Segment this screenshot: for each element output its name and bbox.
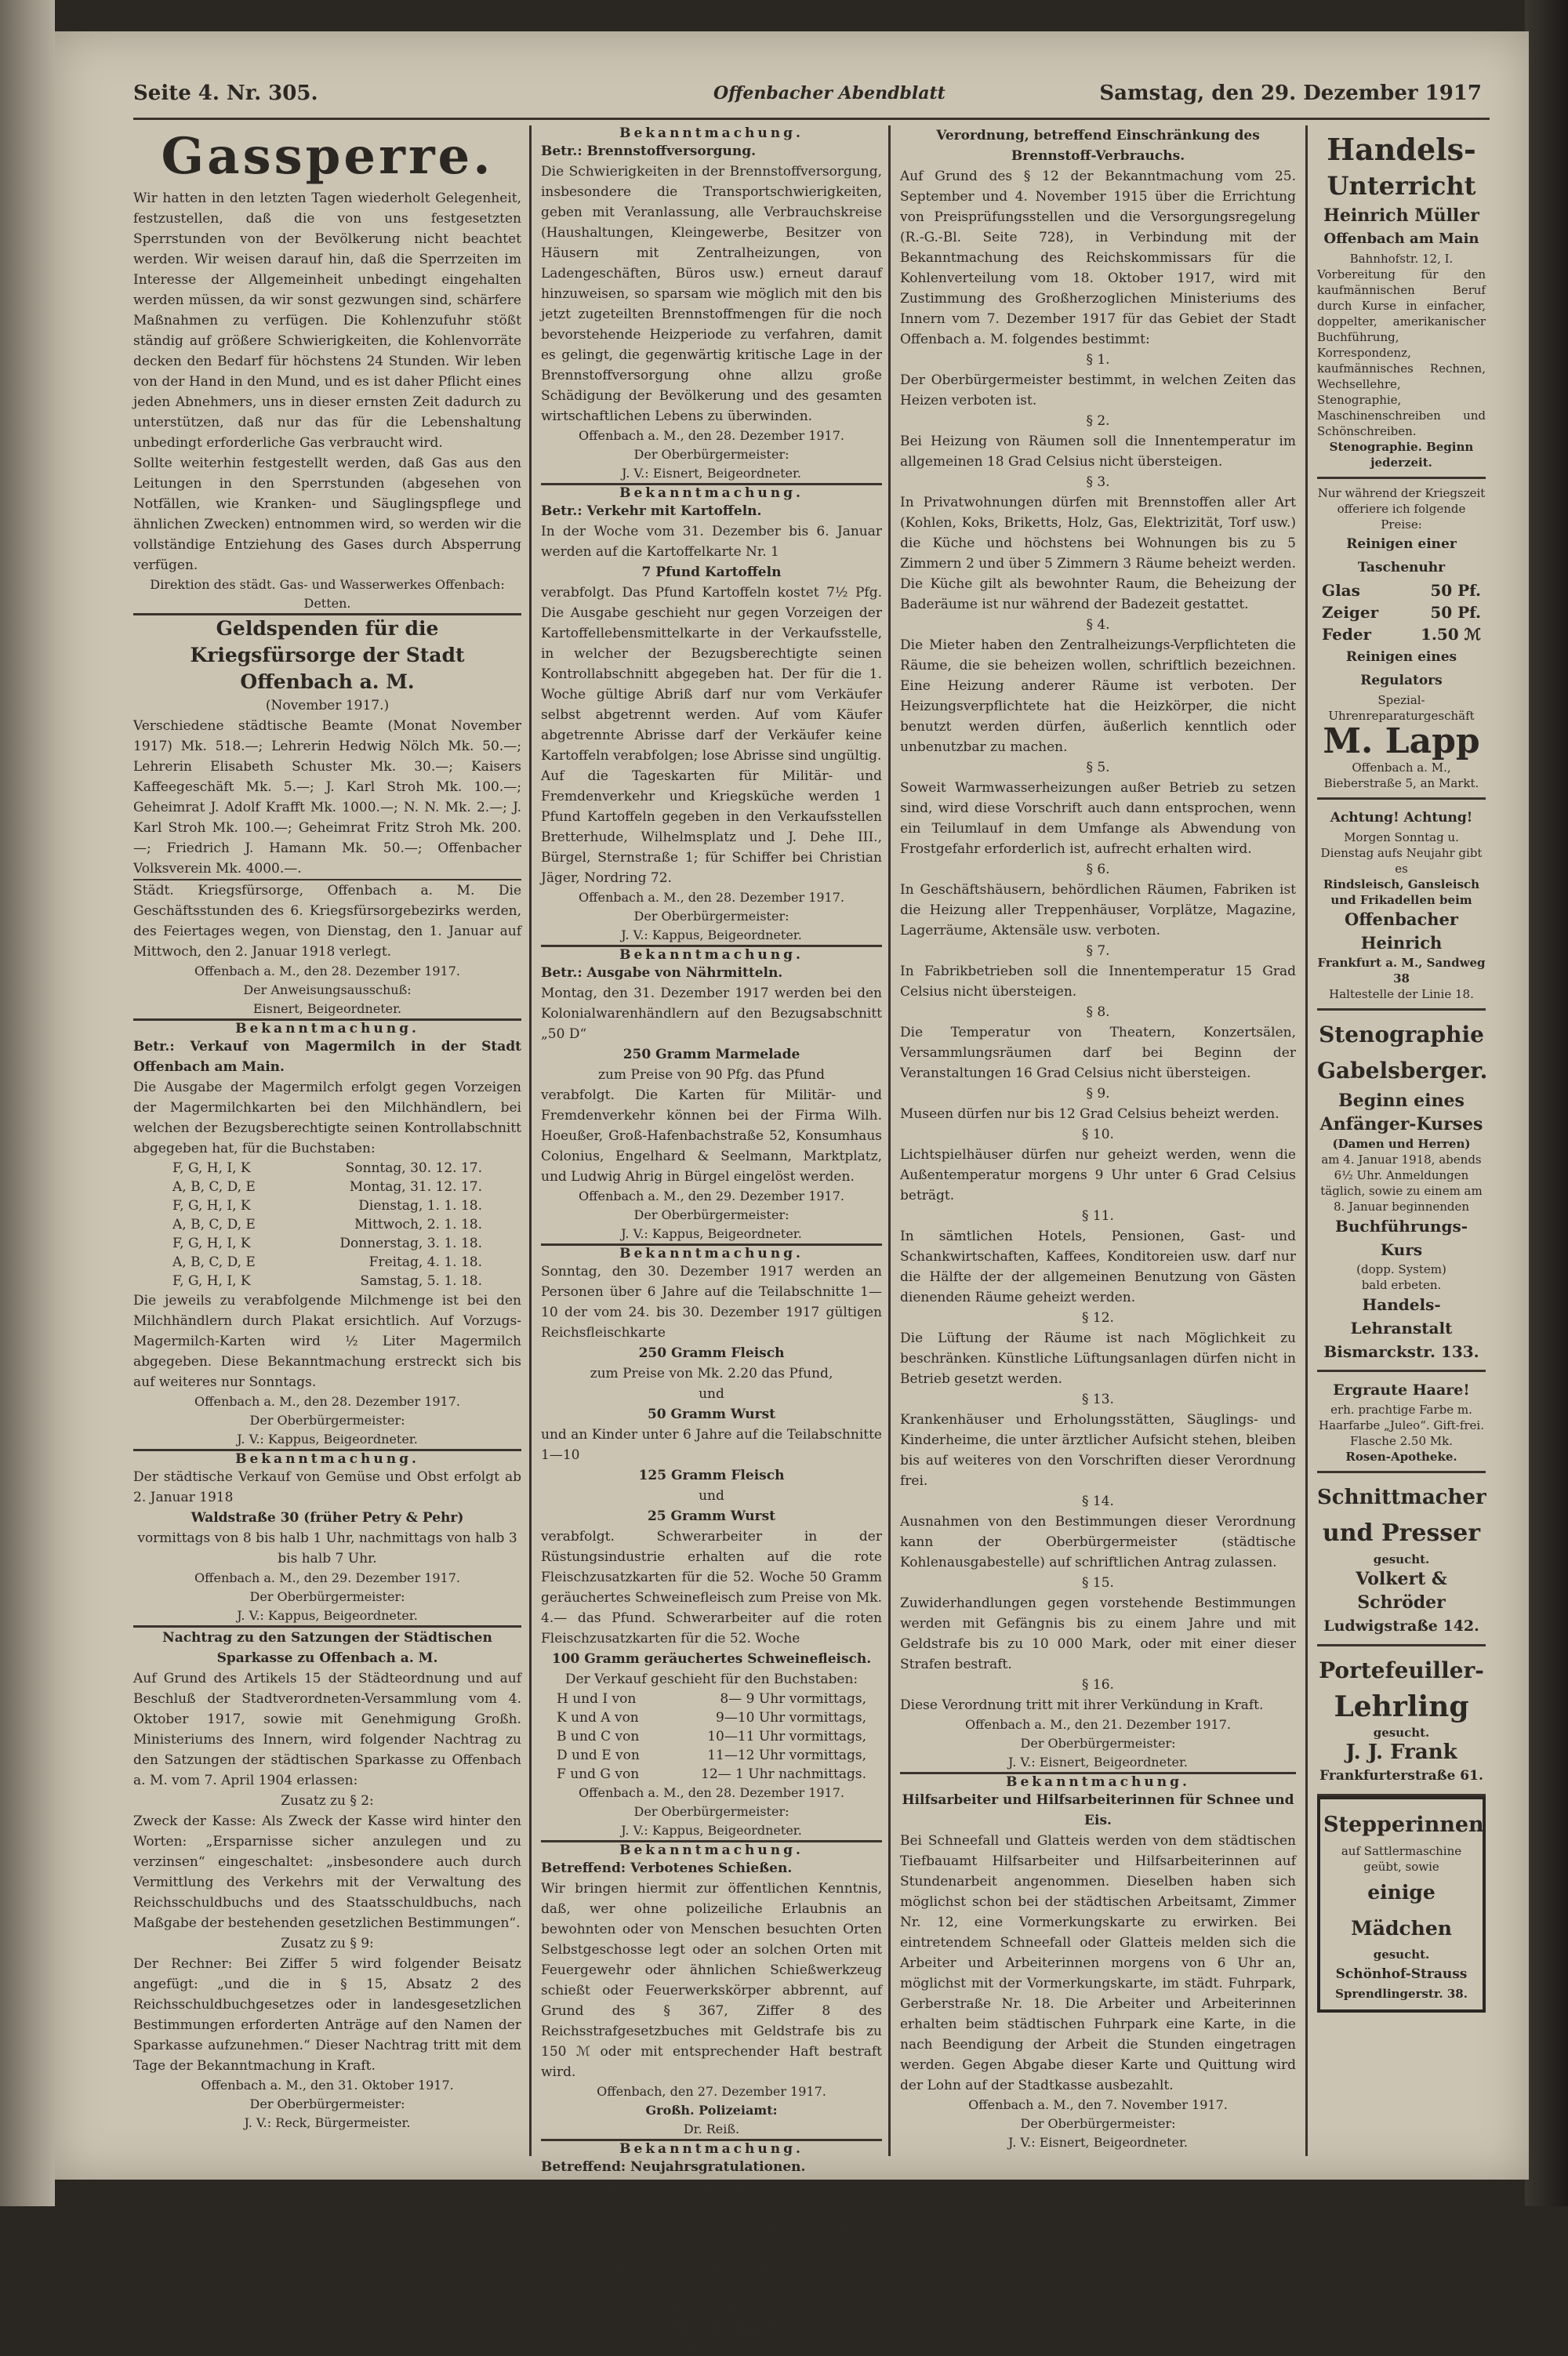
ul-spezial: Spezial-Uhrenreparaturgeschäft xyxy=(1328,693,1475,723)
mm-letters: A, B, C, D, E xyxy=(172,1254,256,1270)
vo-para-number: § 2. xyxy=(1086,413,1110,429)
na-amount: 250 Gramm Marmelade xyxy=(622,1047,800,1062)
vo-para-text: Die Lüftung der Räume ist nach Möglichkeit zu beschränken. Künstliche Lüftungsanlagen dürfen nicht in Betrieb gesetzt werden. xyxy=(900,1330,1296,1387)
sch-sig1: Großh. Polizeiamt: xyxy=(645,2103,778,2118)
vo-para-number: § 8. xyxy=(1086,1004,1110,1020)
vo-para-text: Die Temperatur von Theatern, Konzertsälen, Versammlungsräumen darf bei Beginn der Veranstaltungen 16 Grad Celsius nicht übersteigen. xyxy=(900,1025,1296,1081)
kf-date: Offenbach a. M., den 28. Dezember 1917. xyxy=(194,964,460,978)
fl-a1p: zum Preise von Mk. 2.20 das Pfund, xyxy=(590,1366,833,1381)
kf-body: Städt. Kriegsfürsorge, Offenbach a. M. Die Geschäftsstunden des 6. Kriegsfürsorgebezirks werden, des Feiertages wegen, von Dienstag, den 1. Januar auf Mittwoch, den 2. Januar 1918 verlegt. xyxy=(133,883,521,960)
pf-g: gesucht. xyxy=(1373,1726,1430,1740)
column-3 xyxy=(900,125,1296,2156)
fl-sig2: J. V.: Kappus, Beigeordneter. xyxy=(621,1823,802,1838)
sp-zusatz2: Zusatz zu § 9: xyxy=(281,1936,374,1951)
hu-addr: Bahnhofstr. 12, I. xyxy=(1349,252,1454,266)
ul-intro: Nur während der Kriegszeit offeriere ich folgende Preise: xyxy=(1317,486,1486,532)
na-price: zum Preise von 90 Pfg. das Pfund xyxy=(598,1067,825,1083)
vo-date: Offenbach a. M., den 21. Dezember 1917. xyxy=(965,1717,1231,1732)
ul-r2: Reinigen eines Regulators xyxy=(1345,649,1457,688)
mm-body-2: Die jeweils zu verabfolgende Milchmenge ist bei den Milchhändlern durch Plakat ersichtlich. Auf Vorzugs-Magermilch-Karten wird ½ Liter Magermilch abgegeben. Diese Bekanntmachung erstreckt sich bis auf weiteres nur Sonntags. xyxy=(133,1293,521,1390)
hu-body: Vorbereitung für den kaufmännischen Beruf durch Kurse in einfacher, doppelter, amerikanischer Buchführung, Korrespondenz, kaufmännisches Rechnen, Wechsellehre, Stenographie, Maschinenschreiben und Schönschreiben. xyxy=(1317,267,1486,438)
st-title-2: Gabelsberger. xyxy=(1317,1058,1488,1084)
fl-body-2: und an Kinder unter 6 Jahre auf die Teilabschnitte 1—10 xyxy=(541,1427,882,1463)
sm-firm: Volkert & Schröder xyxy=(1356,1569,1447,1613)
ge-date: Offenbach a. M., den 29. Dezember 1917. xyxy=(194,1570,460,1585)
st-title-1: Stenographie xyxy=(1319,1022,1484,1047)
ad-portefeuiller xyxy=(1317,1646,1486,1796)
gas-signer: Detten. xyxy=(303,596,351,611)
st-b3: (Damen und Herren) xyxy=(1332,1137,1471,1151)
bs-heading: Bekanntmachung. xyxy=(619,125,804,141)
ul-name: M. Lapp xyxy=(1323,721,1480,761)
ka-body: In der Woche vom 31. Dezember bis 6. Januar werden auf die Kartoffelkarte Nr. 1 xyxy=(541,524,882,560)
mm-letters: F, G, H, I, K xyxy=(172,1160,251,1176)
hu-name: Heinrich Müller xyxy=(1323,205,1479,226)
mm-sig2: J. V.: Kappus, Beigeordneter. xyxy=(237,1432,418,1447)
column-rule-1 xyxy=(529,125,532,2156)
column-1 xyxy=(133,125,521,2156)
bs-sig1: Der Oberbürgermeister: xyxy=(633,447,789,462)
mm-schedule xyxy=(133,1159,521,1291)
bs-body: Die Schwierigkeiten in der Brennstoffversorgung, insbesondere die Transportschwierigkeiten, geben mit Veranlassung, alle Verbrauchskreise (Haushaltungen, Kleingewerbe, Besitzer von Häusern mit Zentralheizungen, von Ladengeschäften, Büros usw.) erneut darauf hinzuweisen, so sparsam wie möglich mit den bis jetzt zugeteilten Brennstoffmengen für die noch bevorstehende Heizperiode zu verfahren, damit es gelingt, die gegenwärtig kritische Lage in der Brennstoffversorgung ohne allzu große Schädigung der Bevölkerung und des gesamten wirtschaftlichen Lebens zu überwinden. xyxy=(541,164,882,424)
sm-addr: Ludwigstraße 142. xyxy=(1323,1617,1479,1635)
vo-paragraphs xyxy=(900,350,1296,1715)
sm-t2: und Presser xyxy=(1322,1519,1481,1547)
na-sig1: Der Oberbürgermeister: xyxy=(633,1207,789,1222)
vo-para-number: § 6. xyxy=(1086,862,1110,877)
sp-zusatz1: Zusatz zu § 2: xyxy=(281,1793,374,1809)
vo-para-number: § 1. xyxy=(1086,352,1110,368)
ul-item: Zeiger xyxy=(1322,603,1379,622)
fl-schedule-row xyxy=(541,1746,882,1765)
ad-uhren-lapp xyxy=(1317,479,1486,800)
sm-t1: Schnittmacher xyxy=(1317,1486,1486,1509)
pf-t1: Portefeuiller- xyxy=(1319,1657,1484,1683)
mm-schedule-row xyxy=(133,1234,521,1253)
sp-body: auf Sattlermaschine geübt, sowie xyxy=(1341,1844,1462,1874)
vo-para-text: Die Mieter haben den Zentralheizungs-Verpflichteten die Räume, die sie beheizen wollen, schriftlich bezeichnen. Eine Heizung anderer Räume ist verboten. Der Heizungsverpflichtete hat die Heizkörper, die nicht benutzt werden dürfen, äußerlich kenntlich oder unbenutzbar zu machen. xyxy=(900,637,1296,755)
na-heading: Bekanntmachung. xyxy=(619,947,804,963)
sp-body-2: Zweck der Kasse: Als Zweck der Kasse wird hinter den Worten: „Ersparnisse sicher anzulegen und zu verzinsen“ eingeschaltet: „insbesondere auch durch Vermittlung des Verkehrs mit der Verwaltung des Reichsschuldbuchs und des Staatsschuldbuchs, nach Maßgabe der bestehenden gesetzlichen Bestimmungen“. xyxy=(133,1813,521,1931)
magermilch-notice xyxy=(133,1021,521,1449)
oh-items: Rindsleisch, Gansleisch und Frikadellen beim xyxy=(1323,877,1480,907)
column-rule-2 xyxy=(888,125,891,2156)
pf-firm: J. J. Frank xyxy=(1345,1741,1457,1764)
mm-letters: F, G, H, I, K xyxy=(172,1236,251,1251)
vo-para-text: In Geschäftshäusern, behördlichen Räumen, Fabriken ist die Heizung aller Treppenhäuser, Vorplätze, Magazine, Lagerräume, Aktensäle usw. verboten. xyxy=(900,882,1296,938)
spenden-sub: (November 1917.) xyxy=(265,698,390,713)
mm-day: Mittwoch, 2. 1. 18. xyxy=(354,1217,482,1232)
fl-und: und xyxy=(699,1386,724,1402)
nj-body: Wir bringen hiermit zur öffentlichen Kenntnis, daß das Einsammeln von Geschenken unter dem Vorwand von Neujahrs-Gratulationen verboten ist, und daß jede Zuwiderhandlung auf Grund des § 361, Ziffer 4 des Reichs-Strafgesetzbuches wegen Bettelns zur Anzeige gebracht wird. xyxy=(541,2180,882,2297)
ul-price-row xyxy=(1317,579,1486,601)
hu-city: Offenbach am Main xyxy=(1323,231,1479,247)
fl-schedule xyxy=(541,1690,882,1784)
mm-schedule-row xyxy=(133,1159,521,1178)
naehrmittel-notice xyxy=(541,947,882,1243)
mm-day: Sonntag, 30. 12. 17. xyxy=(345,1160,482,1176)
fl-letters: B und C von xyxy=(557,1729,640,1744)
ge-place: Waldstraße 30 (früher Petry & Pehr) xyxy=(191,1510,464,1526)
vo-para-number: § 5. xyxy=(1086,760,1110,775)
fl-letters: F und G von xyxy=(557,1766,640,1782)
sch-betr: Betreffend: Verbotenes Schießen. xyxy=(541,1860,793,1876)
kriegsfuersorge-notice xyxy=(133,880,521,1018)
sn-date: Offenbach a. M., den 7. November 1917. xyxy=(968,2097,1228,2112)
fl-a1: 250 Gramm Fleisch xyxy=(638,1345,785,1361)
mm-heading: Bekanntmachung. xyxy=(235,1021,419,1036)
spenden-title: Geldspenden für die Kriegsfürsorge der Stadt Offenbach a. M. xyxy=(190,617,465,693)
fl-body: Sonntag, den 30. Dezember 1917 werden an Personen über 6 Jahre auf die Teilabschnitte 1—10 der vom 24. bis 30. Dezember 1917 gültigen Reichsfleischkarte xyxy=(541,1264,882,1341)
sn-sig1: Der Oberbürgermeister: xyxy=(1020,2116,1176,2131)
sp-body-3: Der Rechner: Bei Ziffer 5 wird folgender Beisatz angefügt: „und die in § 15, Absatz 2 des Reichsschuldbuchgesetzes oder in landesgesetzlichen Bestimmungen erforderten Anträge auf den Namen der Sparkasse aufzunehmen.“ Dieser Nachtrag tritt mit dem Tage der Bekanntmachung in Kraft. xyxy=(133,1956,521,2074)
binding-edge xyxy=(1525,0,1568,2206)
fl-time: 9—10 Uhr vormittags, xyxy=(716,1710,866,1726)
fl-letters: H und I von xyxy=(557,1691,637,1707)
mm-body: Die Ausgabe der Magermilch erfolgt gegen Vorzeigen der Magermilchkarten bei den Milchhändlern, bei welchen der Bezugsberechtigte seinen Kontrollabschnitt abgegeben hat, für die Buchstaben: xyxy=(133,1080,521,1156)
st-inst: Handels-Lehranstalt xyxy=(1350,1295,1453,1338)
oh-heading: Achtung! Achtung! xyxy=(1330,810,1473,826)
sch-heading: Bekanntmachung. xyxy=(619,1842,804,1858)
vo-para-number: § 13. xyxy=(1082,1392,1114,1407)
ge-heading: Bekanntmachung. xyxy=(235,1451,419,1467)
brennstoff-notice xyxy=(541,125,882,483)
fl-time: 12— 1 Uhr nachmittags. xyxy=(701,1766,866,1782)
fl-letters: K und A von xyxy=(557,1710,639,1726)
hf-body: erh. prachtige Farbe m. Haarfarbe „Juleo“. Gift-frei. Flasche 2.50 Mk. xyxy=(1319,1403,1484,1448)
fl-heading: Bekanntmachung. xyxy=(619,1246,804,1261)
kf-sig1: Der Anweisungsausschuß: xyxy=(243,982,412,997)
vo-para-number: § 10. xyxy=(1082,1127,1114,1142)
vo-intro: Auf Grund des § 12 der Bekanntmachung vom 25. September und 4. November 1915 über die Errichtung von Preisprüfungsstellen und die Versorgungsregelung (R.-G.-Bl. Seite 728), in Verbindung mit der Bekanntmachung des Reichskommissars für die Kohlenverteilung vom 18. Oktober 1917, wird mit Zustimmung des Großherzoglichen Ministeriums des Innern vom 7. Dezember 1917 für das Gebiet der Stadt Offenbach a. M. folgendes bestimmt: xyxy=(900,169,1296,347)
st-kurs-2: (dopp. System) xyxy=(1356,1262,1446,1276)
nj-sig1: Großh. Polizeiamt: xyxy=(645,2320,778,2335)
vo-para-text: Diese Verordnung tritt mit ihrer Verkündung in Kraft. xyxy=(900,1697,1264,1713)
sm-g: gesucht. xyxy=(1373,1552,1430,1566)
mm-letters: F, G, H, I, K xyxy=(172,1198,251,1214)
sp-body: Auf Grund des Artikels 15 der Städteordnung und auf Beschluß der Stadtverordneten-Versammlung vom 4. Oktober 1917, sowie mit Genehmigung Großh. Ministeriums des Innern, wird folgender Nachtrag zu den Satzungen der städtischen Sparkasse zu Offenbach a. M. vom 7. April 1904 erlassen: xyxy=(133,1671,521,1788)
vo-para-number: § 12. xyxy=(1082,1310,1114,1326)
sp-t2: einige Mädchen xyxy=(1351,1881,1452,1940)
fl-schedule-row xyxy=(541,1727,882,1746)
sn-body: Bei Schneefall und Glatteis werden von dem städtischen Tiefbauamt Hilfsarbeiter und Hilfsarbeiterinnen auf Stundenarbeit angenommen. Dieselben haben sich möglichst schon bei der städtischen Arbeitsamt, Zimmer Nr. 12, eine Vormerkungskarte zu erwirken. Bei eintretendem Schneefall oder Glatteis melden sich die Arbeiter und Arbeiterinnen morgens von 6 Uhr an, möglichst mit der Vormerkungskarte, im städt. Fuhrpark, Gerberstraße Nr. 18. Die Arbeiter und Arbeiterinnen erhalten beim städtischen Fuhrpark eine Karte, in die nach Beendigung der Arbeit die Stunden eingetragen werden. Gegen Abgabe dieser Karte und Quittung wird der Lohn auf der Stadtkasse ausbezahlt. xyxy=(900,1833,1296,2093)
oh-stop: Haltestelle der Linie 18. xyxy=(1329,987,1474,1001)
ul-addr: Offenbach a. M., Bieberstraße 5, an Markt. xyxy=(1323,761,1479,790)
vo-para-text: In Privatwohnungen dürfen mit Brennstoffen aller Art (Kohlen, Koks, Briketts, Holz, Gas, Elektrizität, Torf usw.) die Küche und höchstens bei Wohnungen bis zu 5 Zimmern 2 und über 5 Zimmern 3 Räume beheizt werden. Die Küche gilt als bewohnter Raum, die Beheizung der Baderäume ist nur während der Badezeit gestattet. xyxy=(900,495,1296,612)
vo-para-number: § 3. xyxy=(1086,474,1110,490)
mm-day: Samstag, 5. 1. 18. xyxy=(360,1273,482,1289)
vo-para-text: Ausnahmen von den Bestimmungen dieser Verordnung kann der Oberbürgermeister (städtische Kohlenausgabestelle) auf schriftlichen Antrag zulassen. xyxy=(900,1514,1296,1570)
fl-body-3: verabfolgt. Schwerarbeiter in der Rüstungsindustrie erhalten auf die rote Fleischzusatzkarten für die 52. Woche 50 Gramm geräuchertes Schweinefleisch zum Preise von Mk. 4.— das Pfund. Schwerarbeiter auf die roten Fleischzusatzkarten für die 52. Woche xyxy=(541,1529,882,1646)
fl-a4: 25 Gramm Wurst xyxy=(647,1508,776,1524)
fl-body-4: Der Verkauf geschieht für den Buchstaben: xyxy=(564,1672,858,1687)
sn-sig2: J. V.: Eisnert, Beigeordneter. xyxy=(1008,2135,1188,2150)
mm-sig1: Der Oberbürgermeister: xyxy=(249,1413,405,1428)
gas-body: Wir hatten in den letzten Tagen wiederholt Gelegenheit, festzustellen, daß die von uns festgesetzten Sperrstunden von der Bevölkerung nicht beachtet werden. Wir weisen darauf hin, daß die Sperrzeiten im Interesse der Allgemeinheit unbedingt eingehalten werden müssen, da wir sonst gezwungen sind, schärfere Maßnahmen zu verfügen. Die Kohlenzufuhr stößt ständig auf größere Schwierigkeiten, die Kohlenvorräte decken den Bedarf für höchstens 24 Stunden. Wir leben von der Hand in den Mund, und es ist daher Pflicht eines jeden Abnehmers, uns in dieser ernsten Zeit dadurch zu unterstützen, daß nur das für die Lebenshaltung unbedingt erforderliche Gas verbraucht wird. xyxy=(133,191,521,451)
nj-betr: Betreffend: Neujahrsgratulationen. xyxy=(541,2159,806,2175)
schnee-notice xyxy=(900,1774,1296,2152)
na-betr: Betr.: Ausgabe von Nährmitteln. xyxy=(541,965,783,981)
vo-para-text: In sämtlichen Hotels, Pensionen, Gast- und Schankwirtschaften, Kaffees, Konditoreien usw. darf nur die Hälfte der der allgemeinen Benutzung von Gästen dienenden Räume geheizt werden. xyxy=(900,1229,1296,1305)
vo-para-text: Lichtspielhäuser dürfen nur geheizt werden, wenn die Außentemperatur morgens 9 Uhr unter 6 Grad Celsius beträgt. xyxy=(900,1147,1296,1203)
ge-body: Der städtische Verkauf von Gemüse und Obst erfolgt ab 2. Januar 1918 xyxy=(133,1469,521,1505)
ul-price-row xyxy=(1317,601,1486,623)
vo-sig1: Der Oberbürgermeister: xyxy=(1020,1736,1176,1751)
mm-day: Dienstag, 1. 1. 18. xyxy=(358,1198,482,1214)
verordnung-notice xyxy=(900,125,1296,1772)
hu-steno: Stenographie. Beginn jederzeit. xyxy=(1329,440,1474,470)
gas-title: Gassperre. xyxy=(161,127,494,186)
page-header xyxy=(133,78,1490,110)
book-spine xyxy=(0,0,55,2206)
bs-date: Offenbach a. M., den 28. Dezember 1917. xyxy=(579,428,844,443)
sp-sig1: Der Oberbürgermeister: xyxy=(249,2096,405,2111)
mm-schedule-row xyxy=(133,1196,521,1215)
sp-date: Offenbach a. M., den 31. Oktober 1917. xyxy=(201,2078,454,2093)
fl-schedule-row xyxy=(541,1708,882,1727)
ka-sig1: Der Oberbürgermeister: xyxy=(633,909,789,924)
oh-addr: Frankfurt a. M., Sandweg 38 xyxy=(1317,956,1486,986)
vo-para-text: Bei Heizung von Räumen soll die Innentemperatur im allgemeinen 18 Grad Celsius nicht übersteigen. xyxy=(900,434,1296,470)
gas-body-2: Sollte weiterhin festgestellt werden, daß Gas aus den Leitungen in den Sperrstunden (abgesehen von Notfällen, wie Kranken- und Säuglingspflege und ähnlichen Zwecken) entnommen wird, so werden wir die vollständige Entziehung des Gases durch Absperrung verfügen. xyxy=(133,456,521,573)
ka-betr: Betr.: Verkehr mit Kartoffeln. xyxy=(541,503,762,519)
page-number: Seite 4. Nr. 305. xyxy=(133,82,318,105)
masthead: Offenbacher Abendblatt xyxy=(713,83,946,103)
ka-body-3: Auf die Tageskarten für Militär- und Fremdenverkehr und Kriegsküche werden 1 Pfund Kartoffeln gegeben in den Verkaufsstellen Bretterhude, Wilhelmsplatz und J. Dehe III., Bürgel, Sternstraße 1; für Schiffer bei Christian Jäger, Nordring 72. xyxy=(541,768,882,886)
spenden-notice xyxy=(133,615,521,879)
mm-date: Offenbach a. M., den 28. Dezember 1917. xyxy=(194,1394,460,1409)
sparkasse-notice xyxy=(133,1628,521,2133)
fl-letters: D und E von xyxy=(557,1748,640,1763)
st-kurs: Buchführungs-Kurs xyxy=(1334,1217,1468,1259)
vo-para-number: § 4. xyxy=(1086,617,1110,633)
fl-schedule-row xyxy=(541,1765,882,1784)
ka-heading: Bekanntmachung. xyxy=(619,485,804,501)
ul-price-row xyxy=(1317,623,1486,645)
na-sig2: J. V.: Kappus, Beigeordneter. xyxy=(621,1226,802,1241)
vo-para-text: Krankenhäuser und Erholungsstätten, Säuglings- und Kinderheime, die unter ärztlicher Aufsicht stehen, bleiben bis auf weiteres von den Vorschriften dieser Verordnung frei. xyxy=(900,1412,1296,1489)
fl-a3: 125 Gramm Fleisch xyxy=(638,1468,785,1483)
ge-sig2: J. V.: Kappus, Beigeordneter. xyxy=(237,1608,418,1623)
vo-para-number: § 11. xyxy=(1082,1208,1114,1224)
gas-signature: Direktion des städt. Gas- und Wasserwerkes Offenbach: xyxy=(150,577,505,592)
schiessen-notice xyxy=(541,1842,882,2139)
ka-amount: 7 Pfund Kartoffeln xyxy=(641,564,782,580)
st-addr: Bismarckstr. 133. xyxy=(1323,1342,1479,1361)
sp-g: gesucht. xyxy=(1373,1948,1430,1962)
vo-para-text: Soweit Warmwasserheizungen außer Betrieb zu setzen sind, wird diese Vorschrift auch dann entsprochen, wenn ein Teilumlauf in dem Umfange als Abwendung von Frostgefahr erforderlich ist, aufrecht erhalten wird. xyxy=(900,780,1296,857)
hf-shop: Rosen-Apotheke. xyxy=(1345,1450,1457,1464)
ad-haarfarbe xyxy=(1317,1372,1486,1473)
fl-time: 8— 9 Uhr vormittags, xyxy=(720,1691,866,1707)
sch-body: Wir bringen hiermit zur öffentlichen Kenntnis, daß, wer ohne polizeiliche Erlaubnis an bewohnten oder von Menschen besuchten Orten Selbstgeschosse legt oder an solchen Orten mit Feuergewehr oder ähnlichen Schießwerkzeug schießt oder Feuerwerkskörper abbrennt, auf Grund des § 367, Ziffer 8 des Reichsstrafgesetzbuches mit Geldstrafe bis zu 150 ℳ oder mit entsprechender Haft bestraft wird. xyxy=(541,1881,882,2080)
sn-heading: Bekanntmachung. xyxy=(1006,1774,1190,1790)
kf-sig2: Eisnert, Beigeordneter. xyxy=(252,1001,402,1016)
ad-offenbacher-heinrich xyxy=(1317,800,1486,1011)
oh-body: Morgen Sonntag u. Dienstag aufs Neujahr gibt es xyxy=(1320,830,1483,876)
column-2 xyxy=(541,125,882,2354)
sn-title: Hilfsarbeiter und Hilfsarbeiterinnen für Schnee und Eis. xyxy=(902,1792,1294,1828)
fl-a2: 50 Gramm Wurst xyxy=(647,1407,776,1422)
st-body: am 4. Januar 1918, abends 6½ Uhr. Anmeldungen täglich, sowie zu einem am 8. Januar beginnenden xyxy=(1320,1153,1483,1214)
gas-notice xyxy=(133,125,521,613)
gemuese-notice xyxy=(133,1451,521,1625)
hu-title-2: Unterricht xyxy=(1327,171,1476,201)
mm-day: Freitag, 4. 1. 18. xyxy=(368,1254,482,1270)
vo-para-text: In Fabrikbetrieben soll die Innentemperatur 15 Grad Celsius nicht übersteigen. xyxy=(900,964,1296,1000)
ad-handelsunterricht xyxy=(1317,125,1486,479)
sp-addr: Sprendlingerstr. 38. xyxy=(1335,1987,1468,2001)
na-body: Montag, den 31. Dezember 1917 werden bei den Kolonialwarenhändlern auf den Bezugsabschnitt „50 D“ xyxy=(541,986,882,1042)
fl-date: Offenbach a. M., den 28. Dezember 1917. xyxy=(579,1785,844,1800)
bs-sig2: J. V.: Eisnert, Beigeordneter. xyxy=(622,466,801,481)
fl-sig1: Der Oberbürgermeister: xyxy=(633,1804,789,1819)
st-body-2: bald erbeten. xyxy=(1361,1278,1442,1292)
mm-day: Montag, 31. 12. 17. xyxy=(349,1179,482,1195)
vo-para-text: Museen dürfen nur bis 12 Grad Celsius beheizt werden. xyxy=(900,1106,1279,1122)
ka-date: Offenbach a. M., den 28. Dezember 1917. xyxy=(579,890,844,905)
issue-date: Samstag, den 29. Dezember 1917 xyxy=(1099,82,1482,105)
fl-time: 11—12 Uhr vormittags, xyxy=(707,1748,866,1763)
ul-price: 1.50 ℳ xyxy=(1420,625,1481,644)
fleisch-notice xyxy=(541,1246,882,1840)
mm-schedule-row xyxy=(133,1253,521,1272)
mm-letters: F, G, H, I, K xyxy=(172,1273,251,1289)
nj-sig2: Dr. Reiß. xyxy=(683,2339,740,2354)
hu-title-1: Handels- xyxy=(1327,132,1476,167)
mm-schedule-row xyxy=(133,1178,521,1196)
ul-price: 50 Pf. xyxy=(1430,603,1481,622)
bs-betr: Betr.: Brennstoffversorgung. xyxy=(541,143,757,159)
hf-title: Ergraute Haare! xyxy=(1333,1381,1470,1399)
ge-hours: vormittags von 8 bis halb 1 Uhr, nachmittags von halb 3 bis halb 7 Uhr. xyxy=(137,1530,517,1566)
nj-heading: Bekanntmachung. xyxy=(619,2141,804,2157)
vo-para-number: § 7. xyxy=(1086,943,1110,959)
na-body-2: verabfolgt. Die Karten für Militär- und Fremdenverkehr können bei der Firma Wilh. Hoeußer, Groß-Hafenbachstraße 52, Konsumhaus Colonius, Engelhard & Seelmann, Marktplatz, und Ludwig Ahrig in Bürgel eingelöst werden. xyxy=(541,1087,882,1185)
vo-sig2: J. V.: Eisnert, Beigeordneter. xyxy=(1008,1755,1188,1770)
fl-time: 10—11 Uhr vormittags, xyxy=(707,1729,866,1744)
ul-item: Feder xyxy=(1322,625,1372,644)
vo-para-number: § 16. xyxy=(1082,1677,1114,1693)
column-4-ads xyxy=(1317,125,1486,2156)
fl-schedule-row xyxy=(541,1690,882,1708)
vo-para-number: § 14. xyxy=(1082,1494,1114,1509)
mm-schedule-row xyxy=(133,1215,521,1234)
ad-stenographie xyxy=(1317,1011,1486,1372)
spenden-body: Verschiedene städtische Beamte (Monat November 1917) Mk. 518.—; Lehrerin Hedwig Nölch Mk. 50.—; Lehrerin Elisabeth Schuster Mk. 30.—; Kaisers Kaffeegeschäft Mk. 5.—; J. Karl Stroh Mk. 100.—; Geheimrat J. Adolf Krafft Mk. 1000.—; N. N. Mk. 2.—; J. Karl Stroh Mk. 100.—; Geheimrat Fritz Stroh Mk. 200.—; Friedrich J. Hamann Mk. 50.—; Offenbacher Volksverein Mk. 4000.—. xyxy=(133,718,521,877)
st-b1: Beginn eines xyxy=(1338,1091,1465,1111)
vo-para-number: § 15. xyxy=(1082,1575,1114,1591)
ul-r1: Reinigen einer Taschenuhr xyxy=(1346,536,1457,575)
ul-item: Glas xyxy=(1322,581,1360,600)
vo-para-number: § 9. xyxy=(1086,1086,1110,1102)
ul-prices xyxy=(1317,579,1486,645)
nj-date: Offenbach, den 27. Dezember 1917. xyxy=(597,2301,826,2316)
fl-a5: 100 Gramm geräuchertes Schweinefleisch. xyxy=(551,1651,872,1667)
oh-name: Offenbacher Heinrich xyxy=(1345,909,1458,953)
vo-para-text: Der Oberbürgermeister bestimmt, in welchen Zeiten das Heizen verboten ist. xyxy=(900,372,1296,408)
ka-body-2: verabfolgt. Das Pfund Kartoffeln kostet 7½ Pfg. Die Ausgabe geschieht nur gegen Vorzeigen der Kartoffellebensmittelkarte in der Verkaufsstelle, in welcher der Bezugsberechtigte seinen Kontrollabschnitt abgegeben hat. Der für die 1. Woche gültige Abriß darf nur vom Verkäufer selbst abgetrennt werden. Auf vom Käufer abgetrennte Abrisse darf der Verkäufer keine Kartoffeln verabfolgen; lose Abrisse sind ungültig. xyxy=(541,585,882,764)
sp-sig2: J. V.: Reck, Bürgermeister. xyxy=(244,2115,411,2130)
header-rule xyxy=(133,118,1490,120)
na-date: Offenbach a. M., den 29. Dezember 1917. xyxy=(579,1189,844,1203)
mm-letters: A, B, C, D, E xyxy=(172,1179,256,1195)
ad-schnittmacher xyxy=(1317,1473,1486,1646)
vo-title: Verordnung, betreffend Einschränkung des Brennstoff-Verbrauchs. xyxy=(936,128,1260,164)
mm-betr: Betr.: Verkauf von Magermilch in der Stadt Offenbach am Main. xyxy=(133,1039,521,1075)
mm-schedule-row xyxy=(133,1272,521,1291)
sp-firm: Schönhof-Strauss xyxy=(1335,1966,1468,1982)
sp-heading: Nachtrag zu den Satzungen der Städtischen Sparkasse zu Offenbach a. M. xyxy=(162,1630,492,1666)
st-b2: Anfänger-Kurses xyxy=(1319,1114,1483,1134)
vo-para-text: Zuwiderhandlungen gegen vorstehende Bestimmungen werden mit Gefängnis bis zu einem Jahre und mit Geldstrafe bis zu 10 000 Mark, oder mit einer dieser Strafen bestraft. xyxy=(900,1595,1296,1672)
mm-letters: A, B, C, D, E xyxy=(172,1217,256,1232)
ge-sig1: Der Oberbürgermeister: xyxy=(249,1589,405,1604)
pf-addr: Frankfurterstraße 61. xyxy=(1319,1768,1483,1784)
sp-t1: Stepperinnen xyxy=(1323,1813,1484,1837)
sch-date: Offenbach, den 27. Dezember 1917. xyxy=(597,2084,826,2099)
pf-t2: Lehrling xyxy=(1334,1690,1469,1723)
column-rule-3 xyxy=(1305,125,1308,2156)
ka-sig2: J. V.: Kappus, Beigeordneter. xyxy=(621,928,802,942)
mm-day: Donnerstag, 3. 1. 18. xyxy=(339,1236,482,1251)
sch-sig2: Dr. Reiß. xyxy=(683,2122,740,2136)
ad-stepperinnen xyxy=(1317,1796,1486,2013)
kartoffel-notice xyxy=(541,485,882,945)
fl-und-2: und xyxy=(699,1488,724,1504)
ul-price: 50 Pf. xyxy=(1430,581,1481,600)
neujahr-notice xyxy=(541,2141,882,2356)
